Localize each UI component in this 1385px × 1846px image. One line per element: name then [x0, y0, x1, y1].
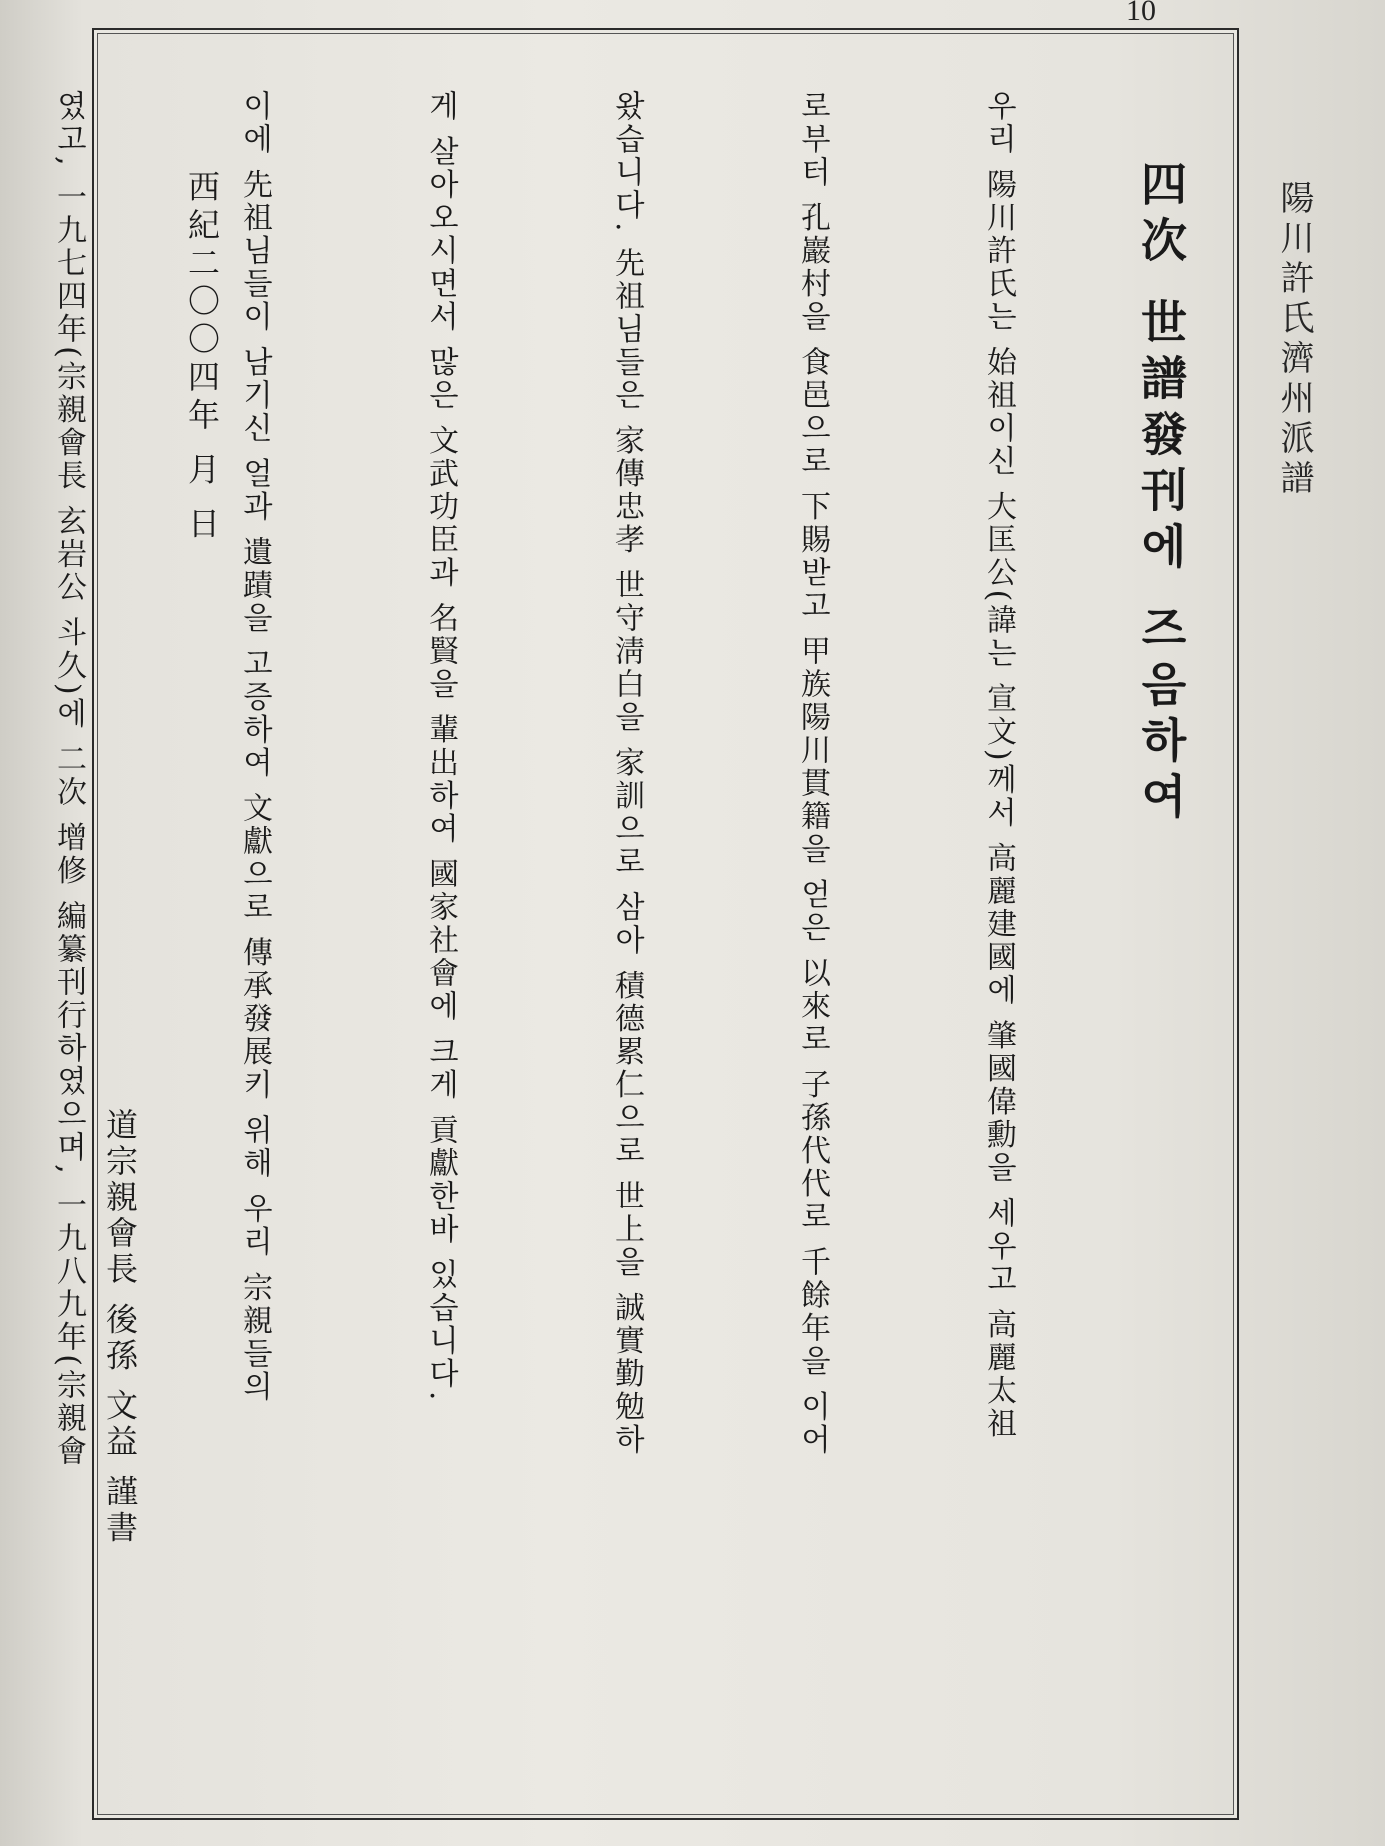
body-line: 이에 先祖님들이 남기신 얼과 遺蹟을 고증하여 文獻으로 傳承發展키 위해 우리 宗親들의: [237, 90, 272, 1404]
body-line: 였고, 一九七四年(宗親會長 玄岩公 斗久)에 二次 增修 編纂刊行하였으며, 一九八九年(宗親會: [51, 90, 86, 1468]
body-line: 로부터 孔巖村을 食邑으로 下賜받고 甲族陽川貫籍을 얻은 以來로 子孫代代로 千餘年을 이어: [795, 90, 830, 1457]
page-number: 10: [1126, 0, 1156, 27]
signature: 道宗親會長 後孫 文益 謹書: [101, 1108, 139, 1547]
body-line: 우리 陽川許氏는 始祖이신 大匡公(諱는 宣文)께서 高麗建國에 肇國偉勳을 세우고 高麗太祖: [981, 90, 1016, 1441]
book-title: 陽川許氏濟州派譜: [1274, 180, 1314, 500]
date-line: 西紀二〇〇四年 月 日: [183, 170, 221, 545]
body-line: 게 살아오시면서 많은 文武功臣과 名賢을 輩出하여 國家社會에 크게 貢獻한바 있습니다.: [423, 90, 458, 1404]
body-line: 왔습니다. 先祖님들은 家傳忠孝 世守淸白을 家訓으로 삼아 積德累仁으로 世上을 誠實勤勉하: [609, 90, 644, 1457]
article-title: 四次 世譜發刊에 즈음하여: [1134, 160, 1188, 829]
article-body: [0, 90, 1153, 1730]
